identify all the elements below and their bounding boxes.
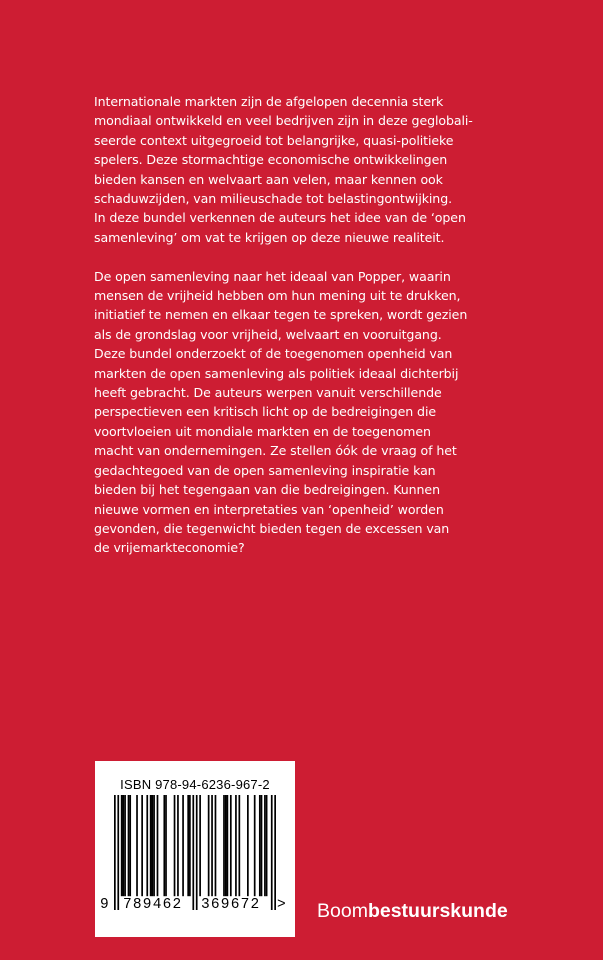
blurb-line: gevonden, die tegenwicht bieden tegen de excessen van <box>94 520 450 536</box>
barcode-bar <box>230 795 232 896</box>
barcode-bar <box>223 795 225 896</box>
blurb-line: Deze bundel onderzoekt of de toegenomen openheid van <box>94 346 453 362</box>
blurb-line: mensen de vrijheid hebben om hun mening uit te drukken, <box>94 288 461 304</box>
barcode-bar <box>174 795 176 896</box>
blurb-paragraph-1 <box>94 92 526 247</box>
barcode-bar <box>235 795 237 896</box>
barcode-bar <box>215 795 217 896</box>
barcode-lead-digit: 9 <box>100 897 109 913</box>
blurb-line: de vrijemarkteconomie? <box>94 540 245 556</box>
barcode-right-group: 369672 <box>201 897 261 913</box>
isbn-barcode-box <box>95 761 295 937</box>
barcode-bar <box>121 795 123 896</box>
blurb-line: voortvloeien uit mondiale markten en de toegenomen <box>94 423 431 439</box>
barcode-bar <box>259 795 261 896</box>
publisher-name-light: Boom <box>317 900 368 922</box>
blurb-line: bieden kansen en welvaart aan velen, maar kennen ook <box>94 171 443 187</box>
barcode-bar <box>177 795 179 896</box>
barcode-bar <box>129 795 131 896</box>
blurb-line: initiatief te nemen en elkaar tegen te spreken, wordt gezien <box>94 307 468 323</box>
blurb-line: markten de open samenleving als politiek ideaal dichterbij <box>94 365 459 381</box>
barcode-bar <box>141 795 143 896</box>
barcode-bar <box>117 795 119 910</box>
barcode-bar <box>152 795 154 896</box>
blurb-line: perspectieven een kritisch licht op de bedreigingen die <box>94 404 436 420</box>
barcode-icon <box>114 795 276 910</box>
blurb-line: macht van ondernemingen. Ze stellen óók de vraag of het <box>94 443 457 459</box>
barcode-bar <box>199 795 201 896</box>
barcode-bar <box>150 795 152 896</box>
blurb-text <box>94 92 526 577</box>
barcode-bar <box>163 795 165 896</box>
barcode-bar <box>264 795 266 896</box>
barcode-bar <box>157 795 159 896</box>
barcode-bar <box>187 795 189 896</box>
blurb-line: nieuwe vormen en interpretaties van ‘openheid’ worden <box>94 501 444 517</box>
barcode-left-group: 789462 <box>123 897 183 913</box>
blurb-line: In deze bundel verkennen de auteurs het idee van de ‘open <box>94 210 466 226</box>
barcode-bar <box>238 795 240 896</box>
barcode-bar <box>192 795 194 910</box>
blurb-line: mondiaal ontwikkeld en veel bedrijven zijn in deze geglobali- <box>94 113 473 129</box>
blurb-line: spelers. Deze stormachtige economische ontwikkelingen <box>94 152 448 168</box>
barcode-quiet-zone-mark: > <box>277 897 286 913</box>
blurb-line: als de grondslag voor vrijheid, welvaart en vooruitgang. <box>94 326 442 342</box>
barcode-bar <box>196 795 198 910</box>
publisher-name-bold: bestuurskunde <box>367 900 508 922</box>
barcode-bar <box>261 795 263 896</box>
blurb-line: heeft gebracht. De auteurs werpen vanuit verschillende <box>94 385 442 401</box>
barcode-bar <box>274 795 276 910</box>
barcode-bar <box>271 795 273 910</box>
barcode-bar <box>165 795 167 896</box>
barcode-bar <box>211 795 213 896</box>
barcode-bar <box>208 795 210 896</box>
barcode-bar <box>114 795 116 910</box>
barcode-bar <box>136 795 138 896</box>
blurb-line: De open samenleving naar het ideaal van Popper, waarin <box>94 268 451 284</box>
isbn-label: ISBN 978-94-6236-967-2 <box>120 777 270 792</box>
barcode-bar <box>128 795 130 896</box>
barcode-bar <box>227 795 229 896</box>
blurb-line: gedachtegoed van de open samenleving inspiratie kan <box>94 462 436 478</box>
blurb-line: seerde context uitgegroeid tot belangrijke, quasi-politieke <box>94 132 454 148</box>
blurb-line: schaduwzijden, van milieuschade tot belastingontwijking. <box>94 191 452 207</box>
publisher-logo <box>317 899 508 923</box>
blurb-line: Internationale markten zijn de afgelopen decennia sterk <box>94 94 444 109</box>
barcode-bar <box>182 795 184 896</box>
blurb-line: bieden bij het tegengaan van die bedreigingen. Kunnen <box>94 482 440 498</box>
blurb-paragraph-2 <box>94 267 526 558</box>
barcode-bar <box>123 795 125 896</box>
barcode-bar <box>225 795 227 896</box>
blurb-line: samenleving’ om vat te krijgen op deze nieuwe realiteit. <box>94 229 445 245</box>
barcode-bar <box>124 795 126 896</box>
barcode-bar <box>254 795 256 896</box>
barcode-bar <box>153 795 155 896</box>
barcode-bar <box>247 795 249 896</box>
barcode-bar <box>266 795 268 896</box>
barcode-bar <box>146 795 148 896</box>
barcode-bar <box>189 795 191 896</box>
